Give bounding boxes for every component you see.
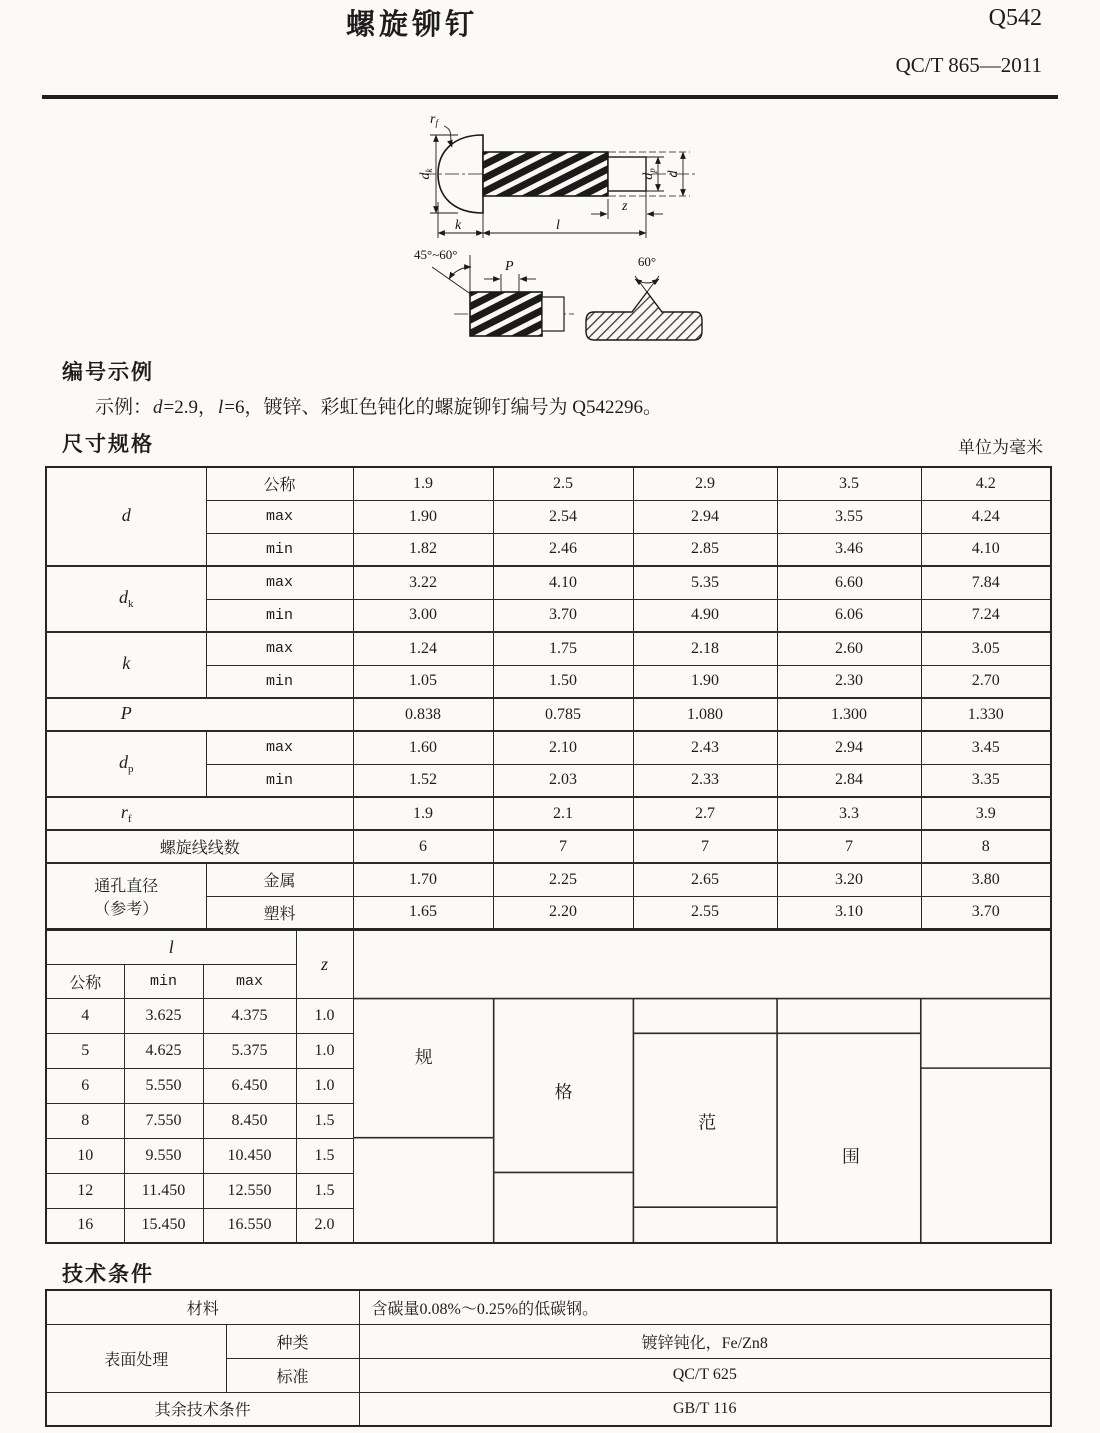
dim-value-cell: 2.94 [633,500,777,533]
dim-value-cell: 2.20 [493,896,633,929]
header-l: l [46,930,296,964]
dim-value-cell: 2.43 [633,731,777,764]
table-row [46,863,1051,896]
dim-value-cell: 2.10 [493,731,633,764]
row-label-hole-diameter: 通孔直径 （参考） [46,863,206,929]
dim-value-cell: 3.20 [777,863,921,896]
dim-value-cell: 7 [493,830,633,863]
row-label-dk: $d_k$ [46,566,206,632]
dim-value-cell: 2.94 [777,731,921,764]
dim-value-cell: 0.785 [493,698,633,731]
table-row [46,566,1051,599]
dim-value-cell: 3.46 [777,533,921,566]
section-heading-tech: 技术条件 [62,1263,154,1286]
dim-value-cell: 4.10 [921,533,1051,566]
dim-value-cell: 2.55 [633,896,777,929]
label-pitch: P [505,259,514,274]
sub-label-max: max [206,500,353,533]
sub-label-metal: 金属 [206,863,353,896]
dim-value-cell: 8 [921,830,1051,863]
label-l: l [556,218,560,233]
tech-value-standard: QC/T 625 [359,1358,1051,1392]
dim-value-cell: 3.70 [921,896,1051,929]
label-rf: $r_f$ [430,112,438,128]
dim-value-cell: 0.838 [353,698,493,731]
detail-pitch-view [414,247,574,336]
sub-label-min: min [206,533,353,566]
l-value-cell: 1.0 [296,998,353,1033]
detail-profile-view [586,254,702,340]
dim-value-cell: 2.03 [493,764,633,797]
dim-value-cell: 1.05 [353,665,493,698]
dim-value-cell: 1.9 [353,467,493,500]
sub-label-plastic: 塑料 [206,896,353,929]
tech-conditions-table [45,1289,1052,1427]
example-eq1: =2.9， [163,397,217,418]
dim-value-cell: 3.70 [493,599,633,632]
row-label-rf: $r_f$ [46,797,353,830]
dim-value-cell: 3.55 [777,500,921,533]
dim-value-cell: 2.9 [633,467,777,500]
dim-value-cell: 6.06 [777,599,921,632]
label-z: z [622,199,628,214]
dim-value-cell: 2.5 [493,467,633,500]
tech-label-surface: 表面处理 [46,1324,226,1392]
numbering-example [95,392,662,419]
dim-value-cell: 2.33 [633,764,777,797]
tech-value-other: GB/T 116 [359,1392,1051,1426]
dim-value-cell: 1.9 [353,797,493,830]
dim-value-cell: 1.75 [493,632,633,665]
table-row [46,930,1051,964]
l-value-cell: 10 [46,1138,124,1173]
label-helix-angle: 45°~60° [414,247,458,262]
l-value-cell: 1.5 [296,1103,353,1138]
sub-label-min: min [206,764,353,797]
example-var-d: d [153,397,163,418]
sub-label-min: min [206,665,353,698]
label-dk: $d_k$ [418,168,434,180]
header-z: z [296,930,353,998]
sub-label-min: min [206,599,353,632]
header-rule [42,95,1058,99]
sub-label-max: max [206,566,353,599]
standard-number: QC/T 865—2011 [895,53,1042,77]
l-value-cell: 2.0 [296,1208,353,1243]
dim-value-cell: 2.7 [633,797,777,830]
dim-value-cell: 4.90 [633,599,777,632]
range-char: 格 [554,1081,573,1102]
l-value-cell: 8.450 [203,1103,296,1138]
technical-drawing [388,102,724,360]
l-value-cell: 9.550 [124,1138,203,1173]
l-value-cell: 1.5 [296,1138,353,1173]
l-value-cell: 7.550 [124,1103,203,1138]
l-value-cell: 6 [46,1068,124,1103]
dim-value-cell: 1.90 [633,665,777,698]
l-value-cell: 4.375 [203,998,296,1033]
label-d: d [666,170,681,178]
l-value-cell: 16 [46,1208,124,1243]
dim-value-cell: 2.1 [493,797,633,830]
dim-value-cell: 4.24 [921,500,1051,533]
dim-value-cell: 2.85 [633,533,777,566]
row-label-d: d [46,467,206,566]
dim-value-cell: 1.60 [353,731,493,764]
example-prefix: 示例： [95,397,153,418]
dim-value-cell: 2.60 [777,632,921,665]
page-title: 螺旋铆钉 [346,9,479,41]
table-row [46,797,1051,830]
l-value-cell: 1.5 [296,1173,353,1208]
row-label-P: P [46,698,353,731]
dim-value-cell: 2.65 [633,863,777,896]
dim-value-cell: 1.24 [353,632,493,665]
dim-value-cell: 1.90 [353,500,493,533]
dim-value-cell: 6 [353,830,493,863]
dim-value-cell: 2.25 [493,863,633,896]
l-value-cell: 8 [46,1103,124,1138]
col-header-min: min [124,964,203,998]
section-heading-numbering: 编号示例 [62,361,154,384]
l-value-cell: 16.550 [203,1208,296,1243]
tech-label-type: 种类 [226,1324,359,1358]
dimensions-table [45,466,1052,930]
dim-value-cell: 1.50 [493,665,633,698]
l-value-cell: 5.375 [203,1033,296,1068]
tech-label-material: 材料 [46,1290,359,1324]
dim-value-cell: 1.65 [353,896,493,929]
l-value-cell: 4.625 [124,1033,203,1068]
l-value-cell: 5.550 [124,1068,203,1103]
l-value-cell: 11.450 [124,1173,203,1208]
dim-value-cell: 6.60 [777,566,921,599]
l-value-cell: 10.450 [203,1138,296,1173]
dim-value-cell: 3.45 [921,731,1051,764]
dim-value-cell: 3.5 [777,467,921,500]
dim-value-cell: 3.22 [353,566,493,599]
dim-value-cell: 1.70 [353,863,493,896]
dim-value-cell: 7 [777,830,921,863]
label-profile-angle: 60° [637,254,657,269]
l-value-cell: 4 [46,998,124,1033]
l-value-cell: 15.450 [124,1208,203,1243]
dim-value-cell: 3.9 [921,797,1051,830]
tech-label-other: 其余技术条件 [46,1392,359,1426]
table-row [46,1324,1051,1358]
profile-section [586,292,702,340]
label-dp: $d_p$ [641,168,657,180]
dim-value-cell: 2.30 [777,665,921,698]
table-row [46,632,1051,665]
table-row [46,830,1051,863]
l-value-cell: 5 [46,1033,124,1068]
l-value-cell: 3.625 [124,998,203,1033]
dim-value-cell: 3.35 [921,764,1051,797]
dim-value-cell: 3.05 [921,632,1051,665]
table-row [46,1392,1051,1426]
spec-range-cell [353,930,1051,1243]
col-header-nominal: 公称 [46,964,124,998]
rivet-shank [483,152,608,196]
table-row [46,1290,1051,1324]
dim-value-cell: 2.84 [777,764,921,797]
sub-label-nominal: 公称 [206,467,353,500]
table-row [46,467,1051,500]
tech-value-type: 镀锌钝化，Fe/Zn8 [359,1324,1051,1358]
range-char: 规 [414,1047,433,1068]
dim-value-cell: 7.24 [921,599,1051,632]
example-eq2: =6，镀锌、彩虹色钝化的螺旋铆钉编号为 Q542296。 [224,397,662,418]
l-value-cell: 1.0 [296,1068,353,1103]
dim-value-cell: 7 [633,830,777,863]
main-view [418,112,696,238]
row-label-dp: $d_p$ [46,731,206,797]
section-heading-dimensions: 尺寸规格 [62,433,154,456]
dim-value-cell: 5.35 [633,566,777,599]
table-row [46,731,1051,764]
dim-value-cell: 2.18 [633,632,777,665]
example-var-l: l [217,397,224,418]
sub-label-max: max [206,731,353,764]
dim-value-cell: 3.00 [353,599,493,632]
sub-label-max: max [206,632,353,665]
dim-value-cell: 1.080 [633,698,777,731]
l-value-cell: 6.450 [203,1068,296,1103]
dim-value-cell: 3.3 [777,797,921,830]
range-char: 范 [697,1112,716,1133]
dim-value-cell: 2.46 [493,533,633,566]
dim-value-cell: 1.82 [353,533,493,566]
tech-value-material: 含碳量0.08%～0.25%的低碳钢。 [359,1290,1051,1324]
length-table [45,929,1052,1244]
tech-label-standard: 标准 [226,1358,359,1392]
dim-value-cell: 2.70 [921,665,1051,698]
dim-value-cell: 1.300 [777,698,921,731]
col-header-max: max [203,964,296,998]
table-row [46,698,1051,731]
dim-value-cell: 4.10 [493,566,633,599]
spec-range-diagram [354,931,1051,1242]
unit-note: 单位为毫米 [958,438,1043,457]
dim-value-cell: 4.2 [921,467,1051,500]
label-k: k [455,218,462,233]
dim-value-cell: 3.80 [921,863,1051,896]
dim-value-cell: 2.54 [493,500,633,533]
row-label-k: k [46,632,206,698]
range-char: 围 [841,1146,860,1167]
dim-value-cell: 7.84 [921,566,1051,599]
row-label-spiral-count: 螺旋线线数 [46,830,353,863]
l-value-cell: 12 [46,1173,124,1208]
l-value-cell: 1.0 [296,1033,353,1068]
doc-code: Q542 [988,5,1042,31]
dim-value-cell: 1.52 [353,764,493,797]
dim-value-cell: 1.330 [921,698,1051,731]
dim-value-cell: 3.10 [777,896,921,929]
l-value-cell: 12.550 [203,1173,296,1208]
